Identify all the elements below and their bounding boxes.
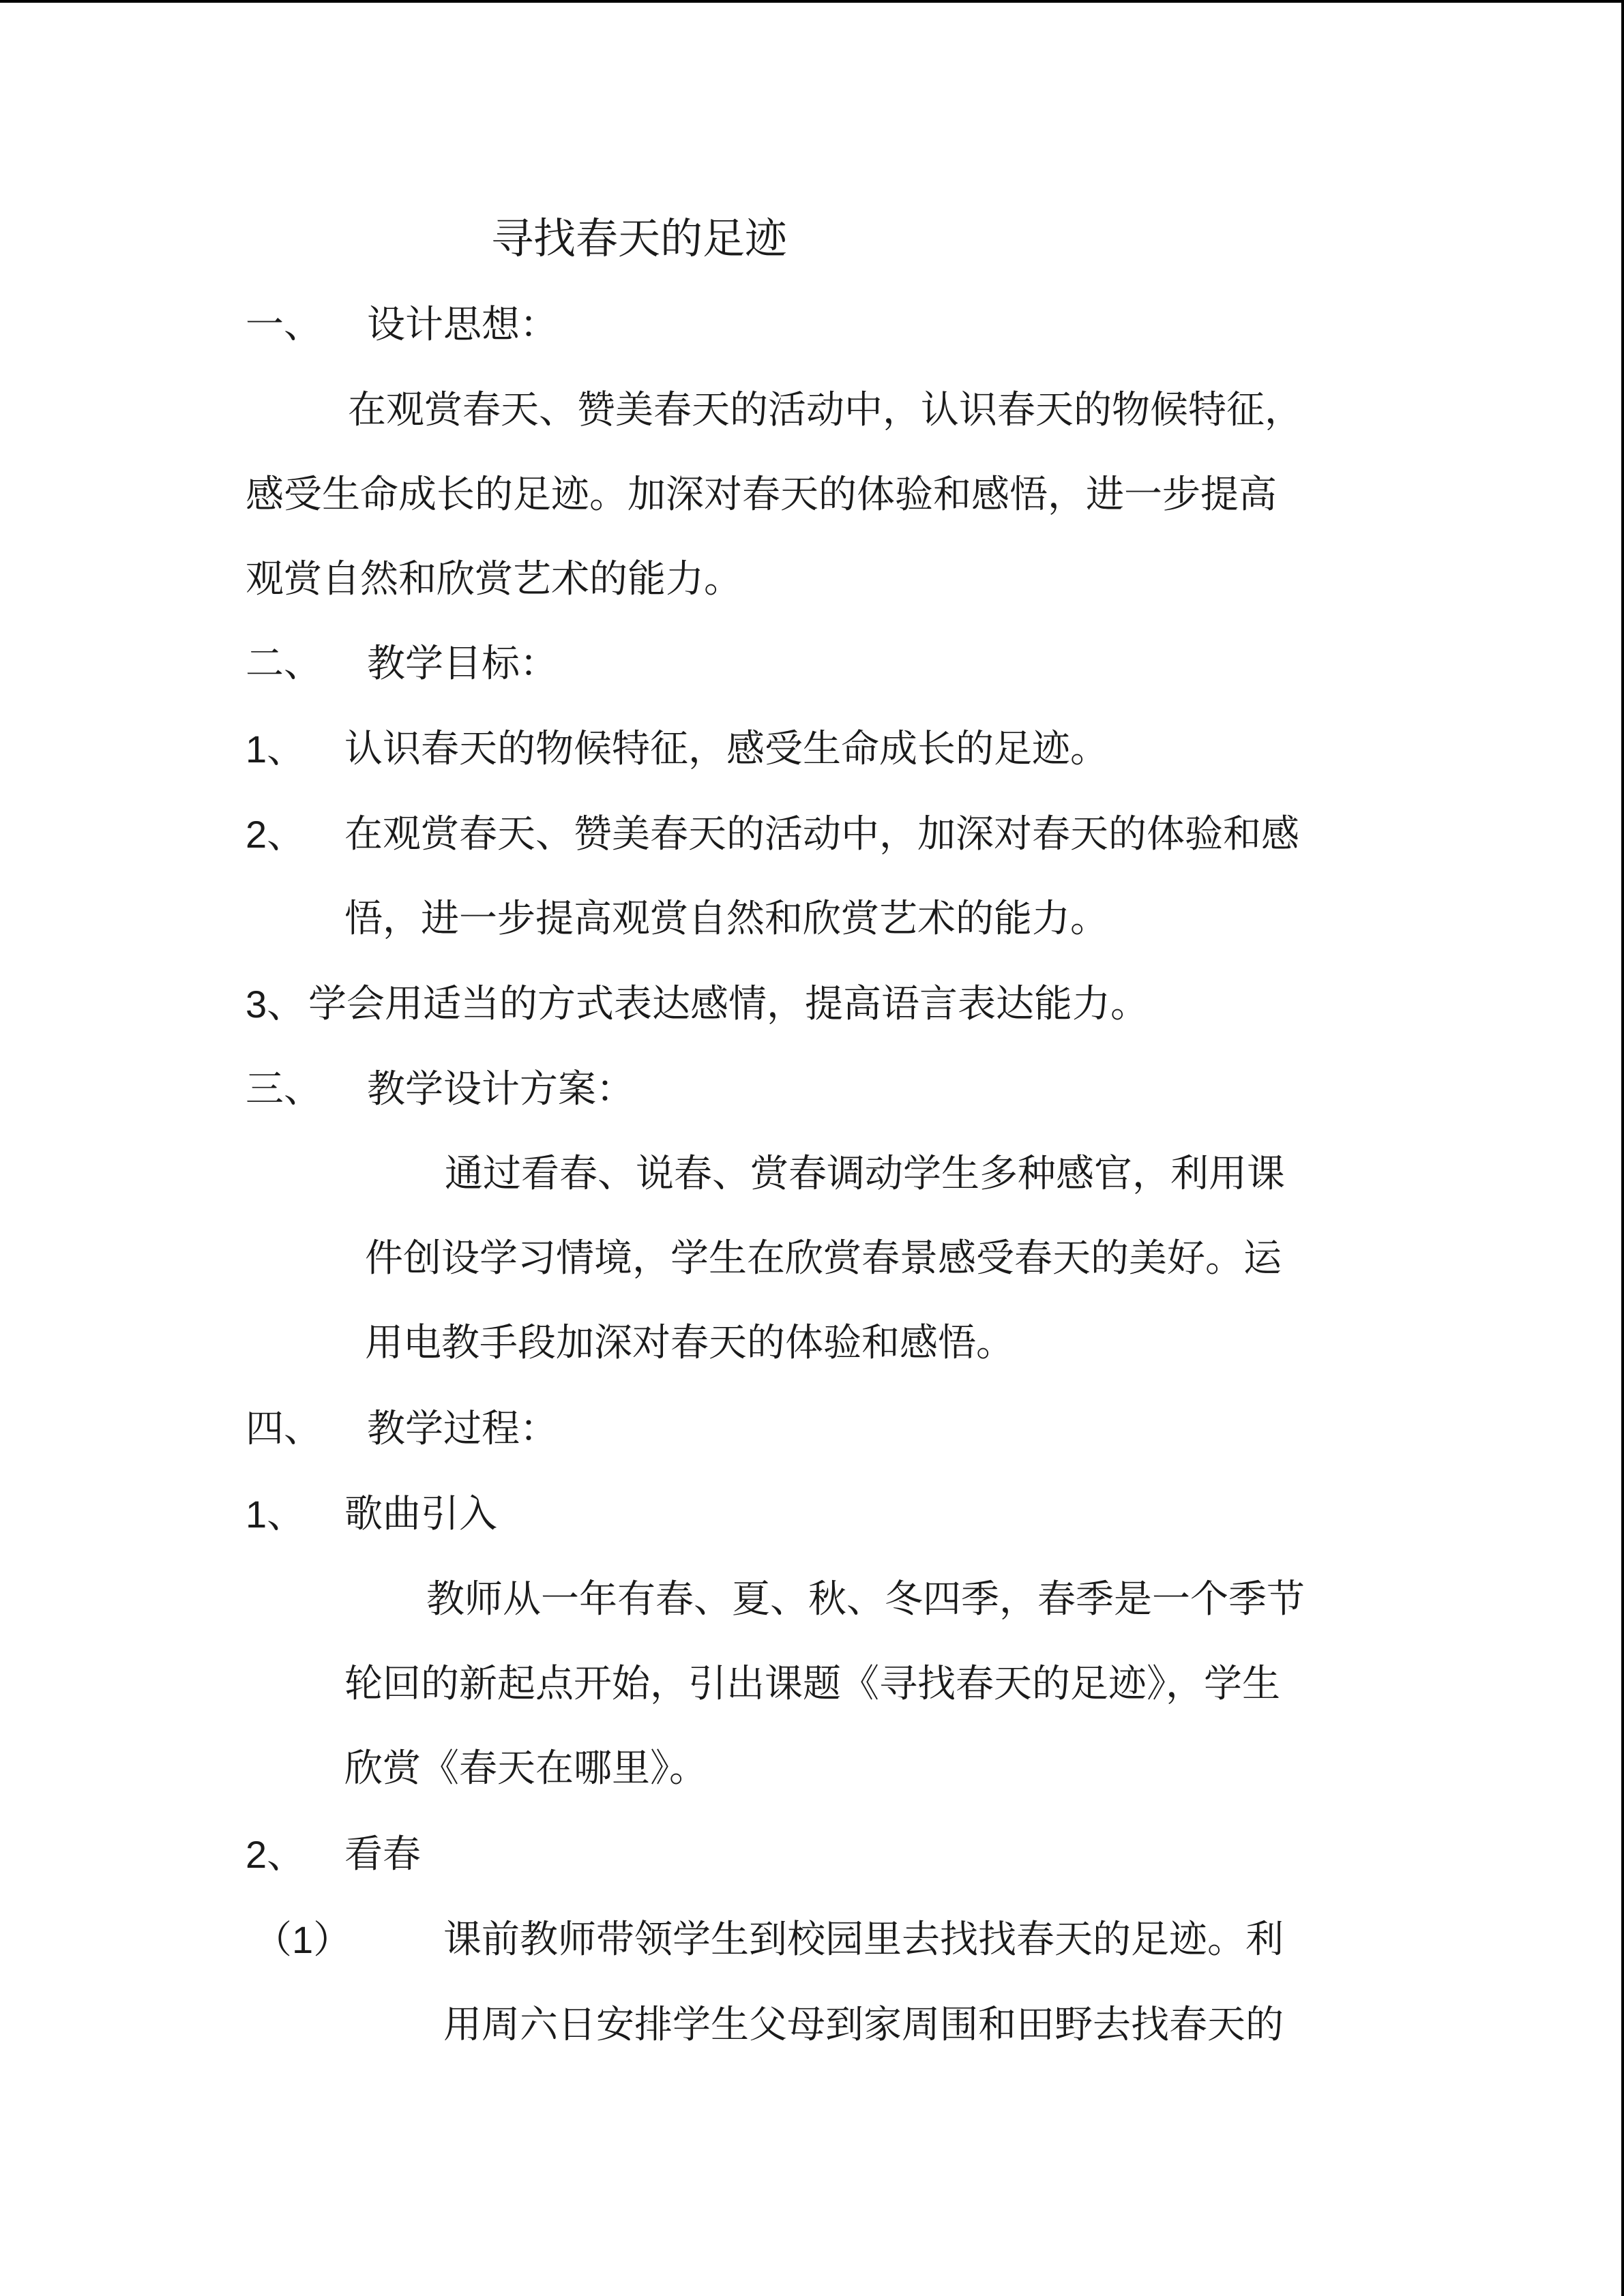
section-3-heading: 教学设计方案： [367,1067,634,1112]
objective-2-text-continued: 悟，进一步提高观赏自然和欣赏艺术的能力。 [344,897,1108,941]
objective-1-text: 认识春天的物候特征，感受生命成长的足迹。 [344,727,1108,771]
objective-2-text: 在观赏春天、赞美春天的活动中，加深对春天的体验和感 [344,812,1299,856]
objective-3-marker: 3、 [246,983,306,1026]
section-3-paragraph-line: 件创设学习情境，学生在欣赏春景感受春天的美好。运 [365,1236,1282,1281]
process-step-1-line: 欣赏《春天在哪里》。 [344,1746,707,1791]
process-step-2-heading: 看春 [344,1832,421,1877]
objective-2-marker: 2、 [246,813,306,856]
section-2-marker: 二、 [246,642,322,686]
document-title: 寻找春天的足迹 [491,213,788,263]
section-1-paragraph-line: 感受生命成长的足迹。加深对春天的体验和感悟，进一步提高 [246,473,1277,517]
section-2-heading: 教学目标： [367,642,558,686]
section-1-paragraph-line: 在观赏春天、赞美春天的活动中，认识春天的物候特征， [348,388,1303,432]
section-1-paragraph-line: 观赏自然和欣赏艺术的能力。 [246,557,742,601]
section-4-heading: 教学过程： [367,1407,558,1451]
process-step-1-line: 轮回的新起点开始，引出课题《寻找春天的足迹》，学生 [344,1662,1280,1706]
section-4-marker: 四、 [246,1407,322,1451]
process-step-1-marker: 1、 [246,1493,306,1536]
process-step-2-marker: 2、 [246,1833,306,1876]
section-1-heading: 设计思想： [367,303,558,347]
section-3-marker: 三、 [246,1067,322,1112]
subitem-1-marker: （1） [254,1918,352,1961]
objective-1-marker: 1、 [246,728,306,771]
section-3-paragraph-line: 通过看春、说春、赏春调动学生多种感官，利用课 [445,1152,1285,1196]
section-1-marker: 一、 [246,303,322,347]
objective-3-text: 学会用适当的方式表达感情，提高语言表达能力。 [308,982,1149,1026]
process-step-1-heading: 歌曲引入 [344,1492,497,1536]
process-step-1-line: 教师从一年有春、夏、秋、冬四季，春季是一个季节 [426,1577,1305,1622]
subitem-1-text-continued: 用周六日安排学生父母到家周围和田野去找春天的 [443,2003,1284,2047]
section-3-paragraph-line: 用电教手段加深对春天的体验和感悟。 [365,1321,1014,1365]
subitem-1-text: 课前教师带领学生到校园里去找找春天的足迹。利 [443,1918,1284,1962]
